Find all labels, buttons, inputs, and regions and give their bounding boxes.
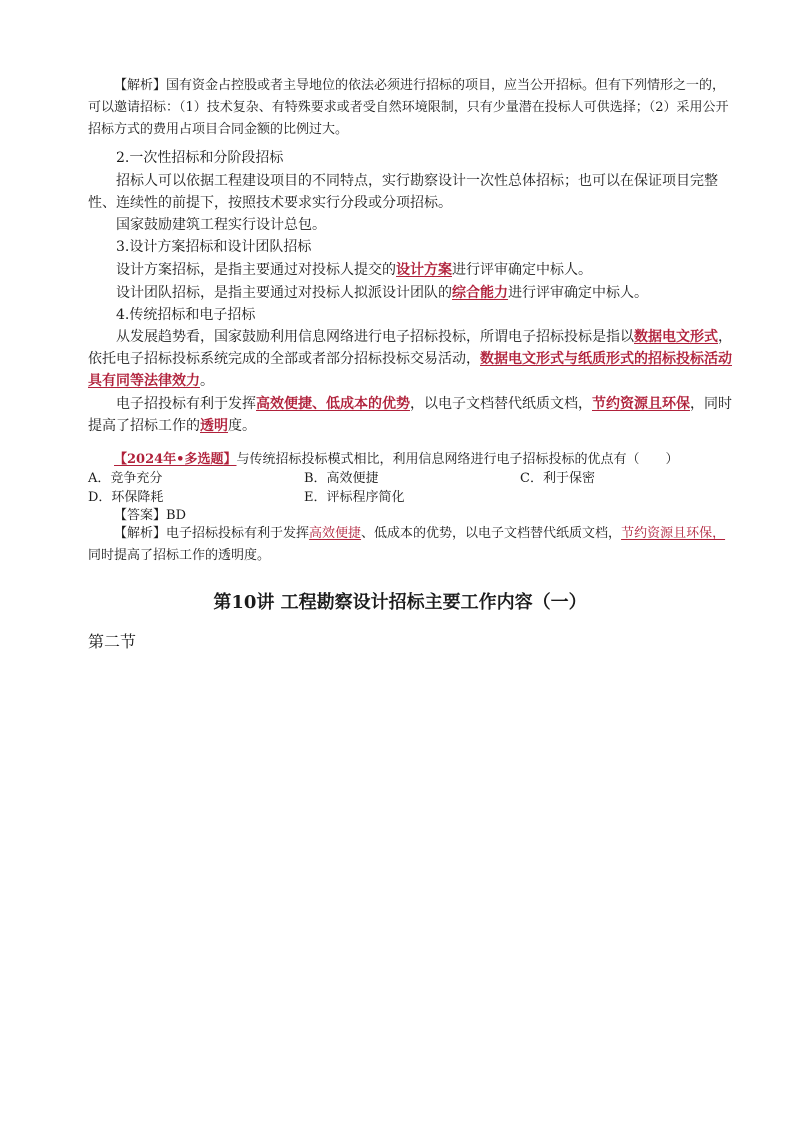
option-a: A．竞争充分	[88, 471, 163, 486]
option-e: E．评标程序简化	[304, 490, 405, 505]
section-label: 第二节	[88, 632, 137, 651]
highlight-comprehensive-ability: 综合能力	[452, 285, 508, 301]
text: 设计团队招标，是指主要通过对投标人拟派设计团队的	[116, 285, 452, 301]
question-options	[88, 469, 736, 507]
question-analysis	[88, 523, 736, 567]
question-stem	[88, 450, 736, 469]
section4-paragraph-2	[88, 393, 736, 437]
text: 电子招标投标有利于发挥	[166, 526, 310, 541]
answer-tag: 【答案】	[114, 508, 167, 523]
text: 进行评审确定中标人。	[508, 285, 648, 301]
option-b: B．高效便捷	[304, 471, 379, 486]
highlight-transparency: 透明	[200, 418, 228, 434]
section3-paragraph-2	[88, 282, 736, 304]
text: ，以电子文档替代纸质文档，	[410, 396, 592, 412]
section-heading-3: 3.设计方案招标和设计团队招标	[116, 239, 312, 255]
section-heading-2: 2.一次性招标和分阶段招标	[116, 150, 284, 166]
option-c: C．利于保密	[520, 471, 595, 486]
highlight-efficient: 高效便捷	[309, 526, 362, 541]
section-heading-4: 4.传统招标和电子招标	[116, 307, 256, 323]
analysis-paragraph	[88, 75, 736, 141]
text: 设计方案招标，是指主要通过对投标人提交的	[116, 262, 396, 278]
question-tag: 【2024年•多选题】	[114, 452, 237, 467]
text: 度。	[228, 418, 256, 434]
highlight-save-resources: 节约资源且环保	[592, 396, 690, 412]
section4-paragraph-1	[88, 326, 736, 392]
highlight-equal-legal-effect: 数据电文形式与纸质形式的招标投标活动具有同等法律效力	[88, 351, 732, 389]
text: ，同时提高了招标工作的	[88, 396, 732, 434]
text: 电子招投标有利于发挥	[116, 396, 256, 412]
analysis-tag: 【解析】	[114, 78, 167, 93]
analysis-tag: 【解析】	[114, 526, 167, 541]
section3-paragraph-1	[88, 259, 736, 281]
answer-value: BD	[166, 508, 186, 523]
lecture-title: 第10讲 工程勘察设计招标主要工作内容（一）	[213, 592, 587, 613]
text: ，依托电子招标投标系统完成的全部或者部分招标投标交易活动，	[88, 329, 732, 367]
text: 进行评审确定中标人。	[452, 262, 592, 278]
highlight-design-plan: 设计方案	[396, 262, 452, 278]
highlight-data-message-form: 数据电文形式	[634, 329, 718, 345]
highlight-save-resources-2: 节约资源且环保，	[621, 526, 726, 541]
highlight-efficient-low-cost: 高效便捷、低成本的优势	[256, 396, 410, 412]
text: 、低成本的优势，以电子文档替代纸质文档，	[361, 526, 622, 541]
section2-paragraph-2: 国家鼓励建筑工程实行设计总包。	[116, 217, 326, 233]
option-d: D．环保降耗	[88, 490, 164, 505]
analysis-text: 国有资金占控股或者主导地位的依法必须进行招标的项目，应当公开招标。但有下列情形之一的，可以邀请招标：（1）技术复杂、有特殊要求或者受自然环境限制，只有少量潜在投标人可供选择；（2）采用公开招标方式的费用占项目合同金额的比例过大。	[88, 78, 729, 137]
text: 从发展趋势看，国家鼓励利用信息网络进行电子招标投标，所谓电子招标投标是指以	[116, 329, 634, 345]
text: 同时提高了招标工作的透明度。	[88, 548, 271, 563]
section2-paragraph-1: 招标人可以依据工程建设项目的不同特点，实行勘察设计一次性总体招标；也可以在保证项目完整性、连续性的前提下，按照技术要求实行分段或分项招标。	[88, 173, 718, 211]
question-text: 与传统招标投标模式相比，利用信息网络进行电子招标投标的优点有（ ）	[236, 452, 679, 467]
text: 。	[200, 373, 214, 389]
